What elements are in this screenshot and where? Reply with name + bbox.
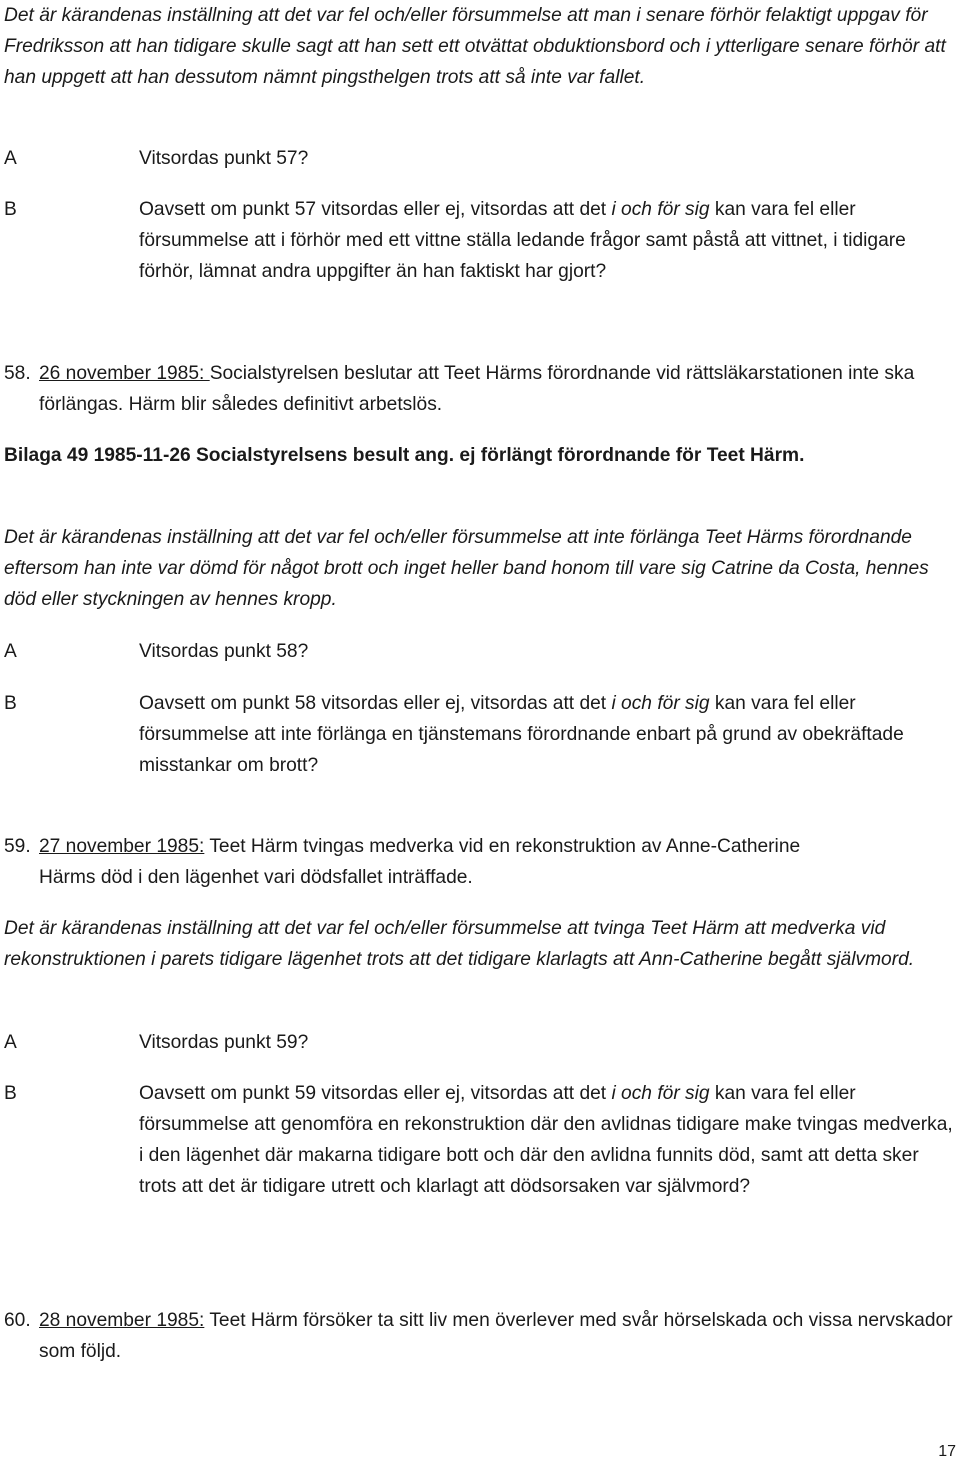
intro-paragraph: Det är kärandenas inställning att det var fel och/eller försummelse att man i senare förhör felaktigt uppgav för Fredriksson att han tidigare skulle sagt att han sett ett otvättat obduktionsbord och i ytterligare senare förhör att han uppgett att han dessutom nämnt pingsthelgen trots att så inte var fallet. [4, 5, 946, 88]
text-part: Socialstyrelsen beslutar att Teet Härms förordnande vid rättsläkarstationen inte ska förlängas. Härm blir således definitivt arbetslös. [39, 363, 915, 415]
text-part: kan vara fel eller försummelse att i förhör med ett vittne ställa ledande frågor samt påstå att vittnet, i tidigare förhör, lämnat andra uppgifter än han faktiskt har gjort? [139, 199, 906, 282]
item-number: 60. [4, 1310, 31, 1331]
label-a: A [4, 1032, 17, 1053]
text-part: kan vara fel eller försummelse att genomföra en rekonstruktion där den avlidnas tidigare make tvingas medverka, i den lägenhet där makarna tidigare bott och där den avlidna funnits död, samt att detta sker trots att det är tidigare utrett och klarlagt att dödsorsaken var självmord? [139, 1083, 953, 1197]
position-paragraph-59: Det är kärandenas inställning att det var fel och/eller försummelse att tvinga Teet Härm att medverka vid rekonstruktionen i parets tidigare lägenhet trots att det tidigare klarlagts att Ann-Catherine begått självmord. [4, 918, 915, 970]
question-text: Vitsordas punkt 59? [139, 1032, 309, 1053]
item-date: 26 november 1985: [39, 363, 210, 384]
question-text: Vitsordas punkt 57? [139, 148, 309, 169]
item-text [39, 831, 859, 893]
item-number: 59. [4, 836, 31, 857]
page-number: 17 [938, 1443, 956, 1460]
position-paragraph-58: Det är kärandenas inställning att det var fel och/eller försummelse att inte förlänga Teet Härms förordnande eftersom han inte var dömd för något brott och inget heller band honom till vare sig Catrine da Costa, hennes död eller styckningen av hennes kropp. [4, 527, 929, 610]
question-text: Vitsordas punkt 58? [139, 641, 309, 662]
label-a: A [4, 148, 17, 169]
label-a: A [4, 641, 17, 662]
emphasis: i och för sig [611, 199, 710, 220]
text-part: kan vara fel eller försummelse att inte förlänga en tjänstemans förordnande enbart på grund av obekräftade misstankar om brott? [139, 693, 904, 776]
label-b: B [4, 199, 17, 220]
text-part: Teet Härm tvingas medverka vid en rekonstruktion av Anne-Catherine Härms död i den lägenhet vari dödsfallet inträffade. [39, 836, 801, 888]
question-text [139, 688, 954, 781]
emphasis: i och för sig [611, 1083, 710, 1104]
item-number: 58. [4, 363, 31, 384]
item-text [39, 358, 954, 420]
text-part: Teet Härm försöker ta sitt liv men överlever med svår hörselskada och vissa nervskador som följd. [39, 1310, 953, 1362]
item-date: 27 november 1985: [39, 836, 205, 857]
item-text [39, 1305, 954, 1367]
label-b: B [4, 1083, 17, 1104]
emphasis: i och för sig [611, 693, 710, 714]
item-date: 28 november 1985: [39, 1310, 205, 1331]
question-text [139, 194, 954, 287]
question-text [139, 1078, 954, 1202]
attachment-58: Bilaga 49 1985-11-26 Socialstyrelsens besult ang. ej förlängt förordnande för Teet Härm. [4, 445, 805, 466]
label-b: B [4, 693, 17, 714]
text-part: Oavsett om punkt 57 vitsordas eller ej, vitsordas att det [139, 199, 612, 220]
text-part: Oavsett om punkt 58 vitsordas eller ej, vitsordas att det [139, 693, 612, 714]
text-part: Oavsett om punkt 59 vitsordas eller ej, vitsordas att det [139, 1083, 612, 1104]
